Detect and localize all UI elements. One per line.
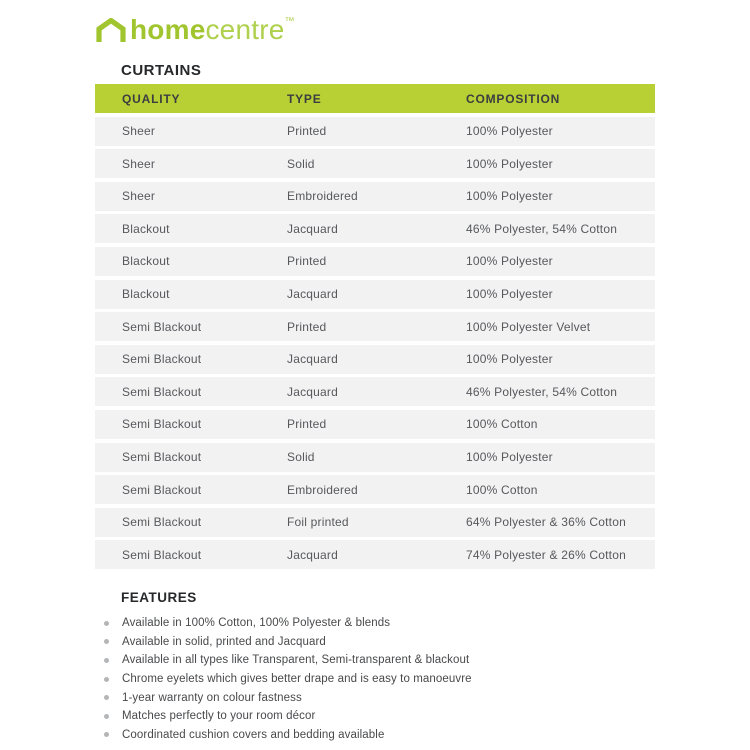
- feature-text: Coordinated cushion covers and bedding available: [122, 728, 385, 741]
- cell-quality: Sheer: [122, 156, 156, 171]
- cell-composition: 46% Polyester, 54% Cotton: [466, 384, 618, 399]
- table-row: [95, 117, 655, 146]
- cell-quality: Semi Blackout: [122, 515, 202, 530]
- cell-quality: Semi Blackout: [122, 547, 202, 562]
- table-row: [95, 182, 655, 211]
- cell-type: Printed: [287, 319, 327, 334]
- bullet-icon: [104, 639, 109, 644]
- brand-name-home: home: [130, 14, 206, 45]
- cell-composition: 74% Polyester & 26% Cotton: [466, 547, 626, 562]
- cell-quality: Sheer: [122, 124, 156, 139]
- column-header-composition: COMPOSITION: [466, 91, 561, 106]
- cell-type: Embroidered: [287, 482, 358, 497]
- bullet-icon: [104, 732, 109, 737]
- table-row: [95, 508, 655, 537]
- table-header-row: [95, 84, 655, 113]
- cell-quality: Sheer: [122, 189, 156, 204]
- bullet-icon: [104, 677, 109, 682]
- features-section: [95, 590, 695, 744]
- cell-type: Jacquard: [287, 287, 338, 302]
- column-header-type: TYPE: [287, 91, 322, 106]
- features-title: FEATURES: [121, 590, 197, 605]
- cell-type: Solid: [287, 156, 315, 171]
- cell-quality: Semi Blackout: [122, 482, 202, 497]
- feature-item: [95, 633, 695, 652]
- page-title: CURTAINS: [121, 62, 202, 79]
- cell-composition: 100% Polyester: [466, 287, 553, 302]
- table-row: [95, 149, 655, 178]
- cell-type: Embroidered: [287, 189, 358, 204]
- cell-composition: 100% Cotton: [466, 482, 538, 497]
- cell-quality: Semi Blackout: [122, 352, 202, 367]
- table-row: [95, 280, 655, 309]
- table-row: [95, 312, 655, 341]
- features-list: [95, 614, 695, 744]
- cell-type: Printed: [287, 254, 327, 269]
- cell-quality: Semi Blackout: [122, 450, 202, 465]
- feature-text: Available in solid, printed and Jacquard: [122, 635, 326, 648]
- cell-type: Jacquard: [287, 221, 338, 236]
- feature-text: Chrome eyelets which gives better drape and is easy to manoeuvre: [122, 673, 472, 686]
- feature-item: [95, 707, 695, 726]
- table-row: [95, 540, 655, 569]
- cell-composition: 46% Polyester, 54% Cotton: [466, 221, 618, 236]
- table-body: [95, 117, 655, 570]
- bullet-icon: [104, 658, 109, 663]
- table-row: [95, 443, 655, 472]
- bullet-icon: [104, 714, 109, 719]
- cell-quality: Blackout: [122, 221, 170, 236]
- cell-type: Printed: [287, 417, 327, 432]
- cell-type: Solid: [287, 450, 315, 465]
- table-row: [95, 214, 655, 243]
- cell-composition: 100% Polyester: [466, 450, 553, 465]
- cell-quality: Semi Blackout: [122, 319, 202, 334]
- brand-name-centre: centre: [205, 14, 285, 45]
- cell-type: Jacquard: [287, 384, 338, 399]
- cell-quality: Semi Blackout: [122, 417, 202, 432]
- curtains-spec-table: [95, 84, 655, 573]
- cell-quality: Blackout: [122, 254, 170, 269]
- cell-quality: Blackout: [122, 287, 170, 302]
- feature-text: 1-year warranty on colour fastness: [122, 691, 302, 704]
- feature-item: [95, 651, 695, 670]
- table-row: [95, 247, 655, 276]
- table-row: [95, 345, 655, 374]
- cell-composition: 100% Polyester: [466, 156, 553, 171]
- feature-text: Available in all types like Transparent, Semi-transparent & blackout: [122, 654, 470, 667]
- cell-composition: 100% Polyester: [466, 352, 553, 367]
- feature-item: [95, 726, 695, 745]
- cell-composition: 100% Cotton: [466, 417, 538, 432]
- brand-wordmark: [130, 15, 295, 45]
- cell-type: Jacquard: [287, 352, 338, 367]
- cell-composition: 100% Polyester: [466, 189, 553, 204]
- brand-logo: [96, 15, 295, 45]
- bullet-icon: [104, 621, 109, 626]
- cell-composition: 64% Polyester & 36% Cotton: [466, 515, 626, 530]
- feature-text: Available in 100% Cotton, 100% Polyester & blends: [122, 617, 391, 630]
- cell-type: Jacquard: [287, 547, 338, 562]
- cell-composition: 100% Polyester Velvet: [466, 319, 591, 334]
- feature-item: [95, 688, 695, 707]
- house-icon: [96, 18, 126, 43]
- table-row: [95, 410, 655, 439]
- bullet-icon: [104, 695, 109, 700]
- table-row: [95, 377, 655, 406]
- feature-item: [95, 670, 695, 689]
- trademark-symbol: ™: [284, 16, 295, 27]
- table-row: [95, 475, 655, 504]
- cell-type: Foil printed: [287, 515, 349, 530]
- feature-text: Matches perfectly to your room décor: [122, 710, 316, 723]
- feature-item: [95, 614, 695, 633]
- cell-composition: 100% Polyester: [466, 254, 553, 269]
- cell-type: Printed: [287, 124, 327, 139]
- cell-quality: Semi Blackout: [122, 384, 202, 399]
- cell-composition: 100% Polyester: [466, 124, 553, 139]
- column-header-quality: QUALITY: [122, 91, 181, 106]
